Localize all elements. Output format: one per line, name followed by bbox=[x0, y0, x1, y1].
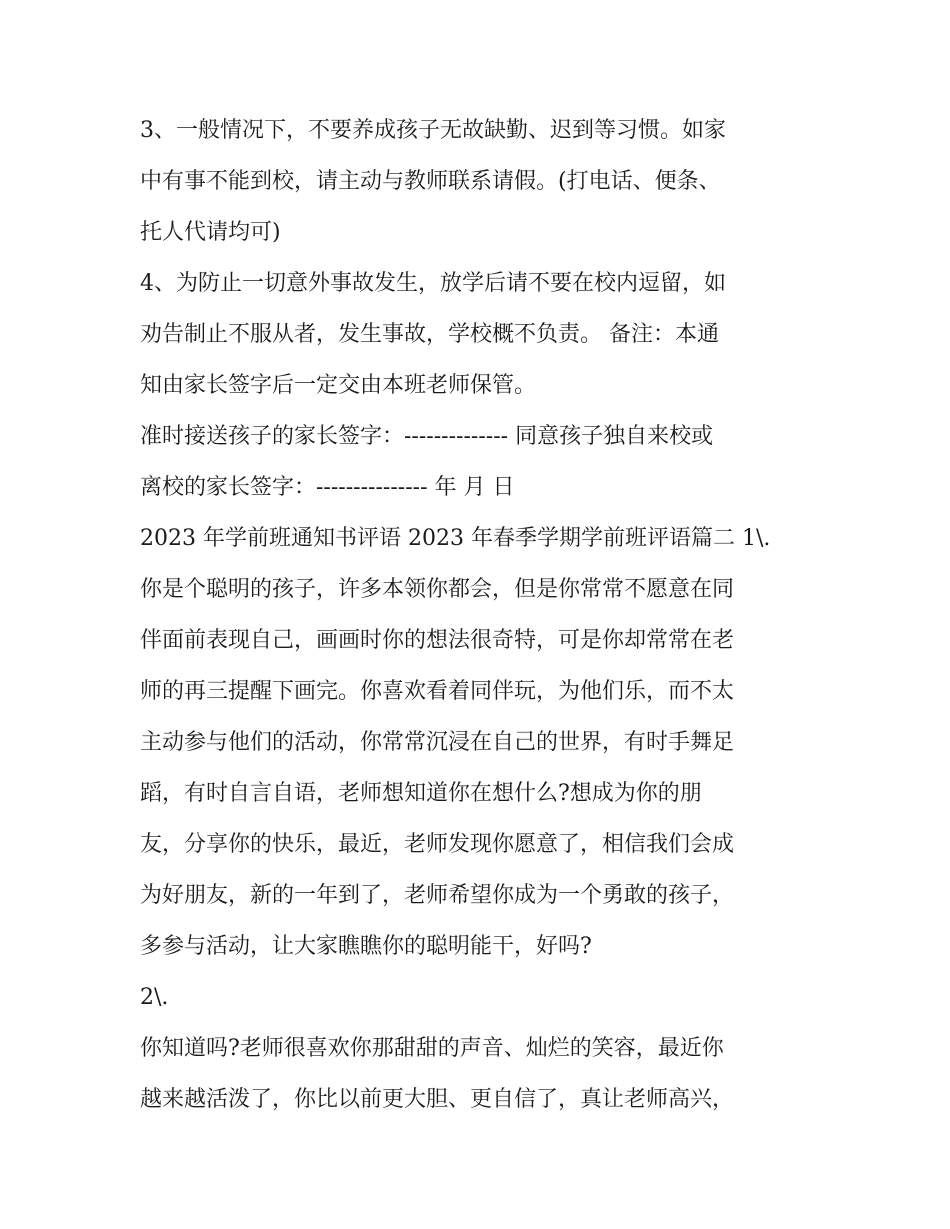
signature-line: 离校的家长签字：--------------- 年 月 日 bbox=[140, 475, 515, 500]
text-line: 主动参与他们的活动，你常常沉浸在自己的世界，有时手舞足 bbox=[140, 730, 735, 755]
text-line: 知由家长签字后一定交由本班老师保管。 bbox=[140, 373, 537, 398]
text-line: 越来越活泼了，你比以前更大胆、更自信了，真让老师高兴， bbox=[140, 1087, 735, 1112]
text-line: 你是个聪明的孩子，许多本领你都会，但是你常常不愿意在同 bbox=[140, 577, 735, 602]
item-number-line: 2\. bbox=[140, 985, 169, 1010]
text-line: 多参与活动，让大家瞧瞧你的聪明能干，好吗? bbox=[140, 934, 592, 959]
text-line: 蹈，有时自言自语，老师想知道你在想什么?想成为你的朋 bbox=[140, 781, 702, 806]
text-line: 友，分享你的快乐，最近，老师发现你愿意了，相信我们会成 bbox=[140, 832, 735, 857]
text-line: 你知道吗?老师很喜欢你那甜甜的声音、灿烂的笑容，最近你 bbox=[140, 1036, 724, 1061]
text-line: 伴面前表现自己，画画时你的想法很奇特，可是你却常常在老 bbox=[140, 628, 735, 653]
document-page bbox=[140, 105, 820, 1125]
text-line: 4、为防止一切意外事故发生，放学后请不要在校内逗留，如 bbox=[140, 271, 726, 296]
text-line: 为好朋友，新的一年到了，老师希望你成为一个勇敢的孩子， bbox=[140, 883, 735, 908]
text-line: 中有事不能到校，请主动与教师联系请假。(打电话、便条、 bbox=[140, 169, 721, 194]
section-heading-line: 2023 年学前班通知书评语 2023 年春季学期学前班评语篇二 1\. bbox=[140, 526, 771, 551]
text-line: 托人代请均可) bbox=[140, 220, 281, 245]
text-line: 3、一般情况下，不要养成孩子无故缺勤、迟到等习惯。如家 bbox=[140, 118, 726, 143]
text-line: 劝告制止不服从者，发生事故，学校概不负责。 备注：本通 bbox=[140, 322, 719, 347]
signature-line: 准时接送孩子的家长签字：-------------- 同意孩子独自来校或 bbox=[140, 424, 714, 449]
text-line: 师的再三提醒下画完。你喜欢看着同伴玩，为他们乐，而不太 bbox=[140, 679, 735, 704]
